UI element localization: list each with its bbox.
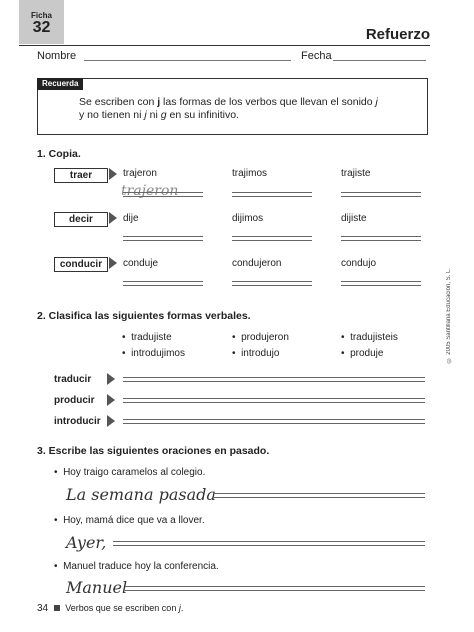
classify-label-traducir: traducir	[54, 374, 92, 385]
copy-line[interactable]	[341, 281, 421, 286]
classify-label-introducir: introducir	[54, 416, 101, 427]
header-rule	[19, 45, 430, 46]
nombre-label: Nombre	[37, 50, 77, 62]
verb-box-decir: decir	[54, 212, 108, 227]
recuerda-text-part: en su infinitivo.	[166, 109, 239, 121]
section2-heading: 2. Clasifica las siguientes formas verbales.	[37, 310, 251, 322]
copy-line[interactable]	[232, 192, 312, 197]
recuerda-text-part: las formas de los verbos que llevan el sonido	[160, 96, 376, 108]
bullet-item: • tradujisteis	[341, 332, 398, 343]
bullet-item: • tradujiste	[122, 332, 172, 343]
bullet-text: produjeron	[241, 332, 289, 343]
verb-box-conducir: conducir	[54, 257, 108, 272]
page-title: Refuerzo	[365, 26, 430, 43]
form-word: dije	[123, 213, 139, 224]
bullet-text: tradujisteis	[350, 332, 398, 343]
answer-line[interactable]	[125, 586, 425, 591]
section3-heading: 3. Escribe las siguientes oraciones en pasado.	[37, 445, 270, 457]
sentence-start: Manuel	[66, 578, 128, 597]
recuerda-text-part: y no tienen ni	[79, 109, 145, 121]
bullet-item: • introdujo	[232, 348, 280, 359]
prompt-text: Hoy traigo caramelos al colegio.	[63, 467, 206, 478]
arrow-icon	[109, 212, 117, 224]
form-word: dijiste	[341, 213, 367, 224]
classify-label-producir: producir	[54, 395, 95, 406]
form-word: dijimos	[232, 213, 264, 224]
classify-line[interactable]	[123, 398, 425, 403]
form-word: trajiste	[341, 168, 371, 179]
form-word: condujeron	[232, 258, 282, 269]
form-word: conduje	[123, 258, 159, 269]
footer-text	[65, 603, 183, 613]
recuerda-text-part: j	[375, 96, 378, 108]
footer-text-part: j	[178, 603, 181, 613]
square-icon	[54, 605, 60, 611]
recuerda-tag: Recuerda	[37, 78, 83, 90]
classify-line[interactable]	[123, 377, 425, 382]
copy-line[interactable]	[232, 236, 312, 241]
prompt-text: Manuel traduce hoy la conferencia.	[63, 561, 219, 572]
answer-line[interactable]	[113, 541, 425, 546]
recuerda-text-part: j	[144, 109, 147, 121]
sentence-prompt: • Hoy traigo caramelos al colegio.	[54, 467, 206, 478]
arrow-icon	[109, 168, 117, 180]
verb-box-traer: traer	[54, 168, 108, 183]
sentence-prompt: • Hoy, mamá dice que va a llover.	[54, 515, 205, 526]
recuerda-text-part: j	[157, 96, 161, 108]
recuerda-text-part: g	[160, 109, 167, 121]
classify-line[interactable]	[123, 419, 425, 424]
bullet-text: introdujo	[241, 348, 280, 359]
prompt-text: Hoy, mamá dice que va a llover.	[63, 515, 205, 526]
copy-line[interactable]	[123, 236, 203, 241]
answer-line[interactable]	[213, 493, 425, 498]
bullet-text: introdujimos	[131, 348, 185, 359]
bullet-text: produje	[350, 348, 384, 359]
copy-line[interactable]	[341, 192, 421, 197]
ficha-number: 32	[32, 19, 51, 36]
fecha-label: Fecha	[301, 50, 332, 62]
arrow-icon	[107, 394, 115, 406]
recuerda-text-part: Se escriben con	[79, 96, 158, 108]
fecha-field[interactable]	[333, 60, 426, 61]
ficha-badge	[19, 0, 64, 44]
recuerda-text	[79, 96, 409, 122]
footer-text-part: .	[180, 603, 184, 613]
form-word: trajeron	[123, 168, 157, 179]
footer	[37, 603, 183, 614]
copy-line[interactable]	[123, 192, 203, 197]
bullet-item: • produjeron	[232, 332, 289, 343]
copyright-text: © 2005 Santillana Educación, S. L.	[446, 268, 452, 363]
sentence-start: Ayer,	[66, 533, 107, 552]
bullet-text: tradujiste	[131, 332, 172, 343]
form-word: condujo	[341, 258, 377, 269]
sentence-prompt: • Manuel traduce hoy la conferencia.	[54, 561, 219, 572]
recuerda-text-part: ni	[146, 109, 161, 121]
arrow-icon	[107, 415, 115, 427]
section1-heading: 1. Copia.	[37, 148, 81, 160]
bullet-item: • produje	[341, 348, 384, 359]
footer-text-part: Verbos que se escriben con	[65, 603, 179, 613]
nombre-field[interactable]	[84, 60, 291, 61]
copy-line[interactable]	[232, 281, 312, 286]
arrow-icon	[107, 373, 115, 385]
copy-line[interactable]	[123, 281, 203, 286]
arrow-icon	[109, 257, 117, 269]
form-word: trajimos	[232, 168, 268, 179]
sentence-start: La semana pasada	[66, 485, 216, 504]
ficha-label: Ficha	[31, 11, 52, 20]
handwriting-sample: trajeron	[121, 183, 179, 199]
copy-line[interactable]	[341, 236, 421, 241]
page-number: 34	[37, 603, 49, 614]
bullet-item: • introdujimos	[122, 348, 185, 359]
